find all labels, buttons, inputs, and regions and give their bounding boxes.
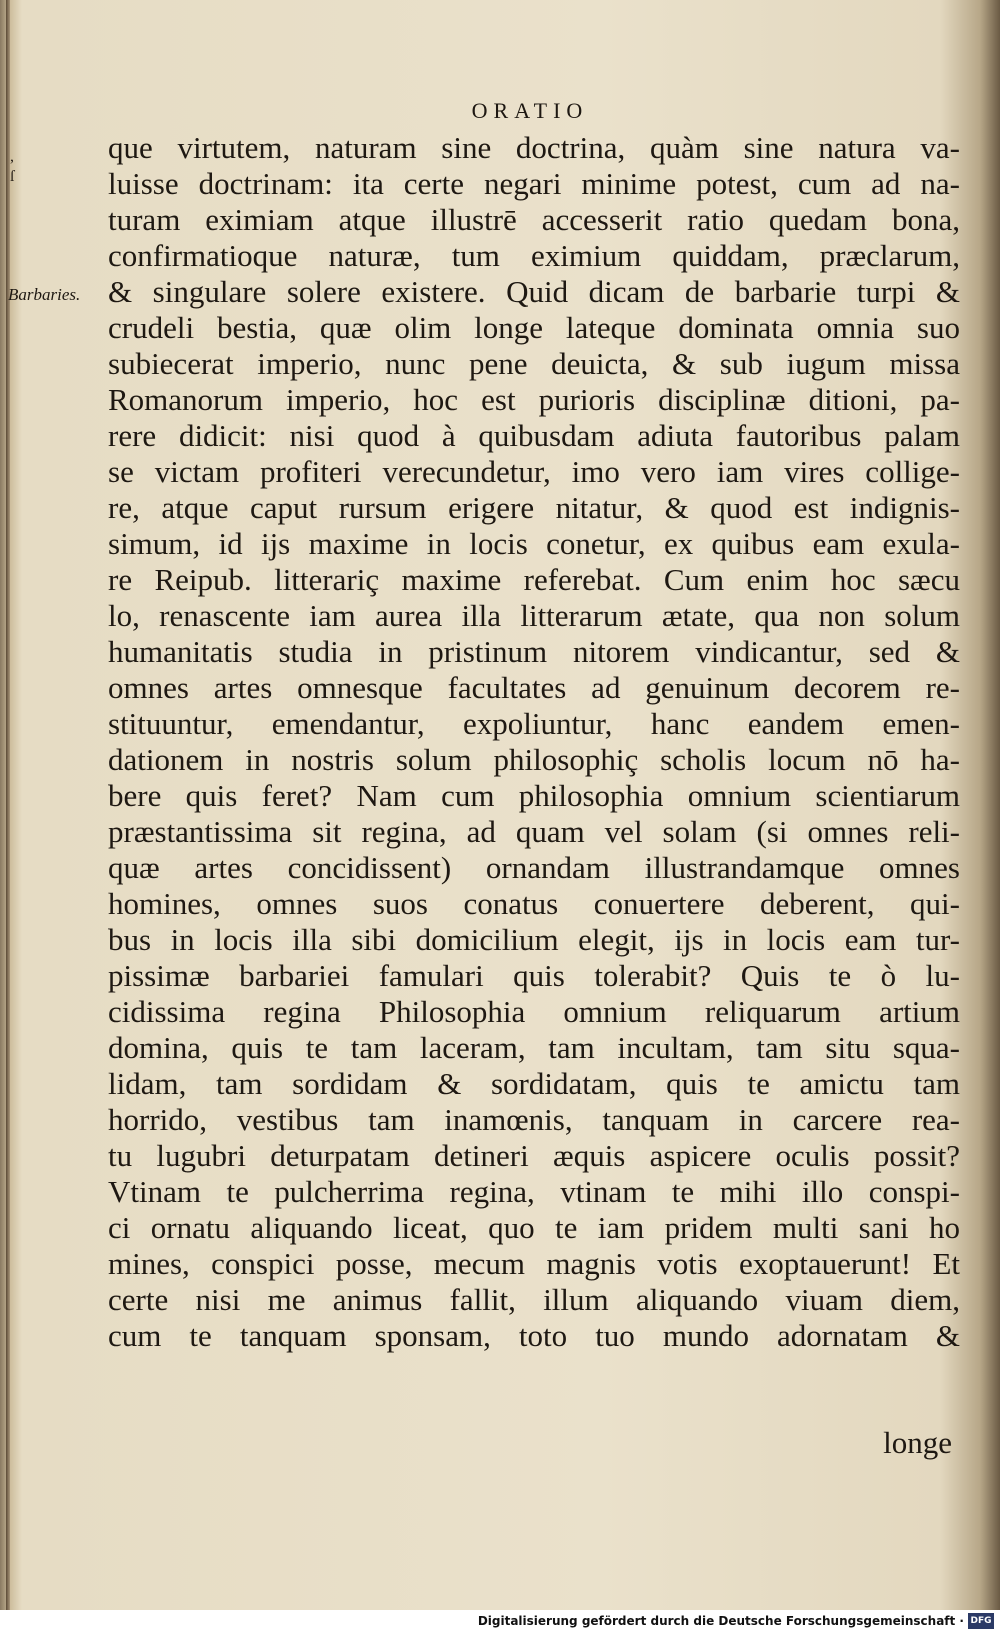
text-line: humanitatis studia in pristinum nitorem vindicantur, sed & (108, 634, 960, 669)
text-line: Vtinam te pulcherrima regina, vtinam te mihi illo conspi- (108, 1174, 960, 1209)
text-line: homines, omnes suos conatus conuertere deberent, qui- (108, 886, 960, 921)
marginal-note: Barbaries. (8, 285, 81, 304)
text-line: certe nisi me animus fallit, illum aliquando viuam diem, (108, 1282, 960, 1317)
text-line: ci ornatu aliquando liceat, quo te iam pridem multi sani ho (108, 1210, 960, 1245)
edge-mark: ſ (10, 168, 15, 185)
text-line: tu lugubri deturpatam detineri æquis aspicere oculis possit? (108, 1138, 960, 1173)
text-line: subiecerat imperio, nunc pene deuicta, & sub iugum missa (108, 346, 960, 381)
digitization-footer (0, 1610, 1000, 1633)
body-text (108, 130, 960, 1354)
text-line: confirmatioque naturæ, tum eximium quiddam, præclarum, (108, 238, 960, 273)
text-line: bere quis feret? Nam cum philosophia omnium scientiarum (108, 778, 960, 813)
catchword: longe (883, 1425, 952, 1460)
text-line: mines, conspici posse, mecum magnis votis exoptauerunt! Et (108, 1246, 960, 1281)
dfg-logo: DFG (968, 1613, 994, 1629)
text-line: crudeli bestia, quæ olim longe lateque dominata omnia suo (108, 310, 960, 345)
text-line: cum te tanquam sponsam, toto tuo mundo adornatam & (108, 1318, 960, 1353)
text-line: domina, quis te tam laceram, tam incultam, tam situ squa- (108, 1030, 960, 1065)
text-line: rere didicit: nisi quod à quibusdam adiuta fautoribus palam (108, 418, 960, 453)
running-title: ORATIO (471, 98, 589, 123)
text-line: re Reipub. litterariç maxime referebat. Cum enim hoc sæcu (108, 562, 960, 597)
text-line: omnes artes omnesque facultates ad genuinum decorem re- (108, 670, 960, 705)
text-line: simum, id ijs maxime in locis conetur, ex quibus eam exula- (108, 526, 960, 561)
text-line: horrido, vestibus tam inamœnis, tanquam in carcere rea- (108, 1102, 960, 1137)
text-line: que virtutem, naturam sine doctrina, quàm sine natura va- (108, 130, 960, 165)
text-line: turam eximiam atque illustrē accesserit ratio quedam bona, (108, 202, 960, 237)
binding-edge (6, 0, 10, 1610)
text-line: lidam, tam sordidam & sordidatam, quis te amictu tam (108, 1066, 960, 1101)
text-line: bus in locis illa sibi domicilium elegit, ijs in locis eam tur- (108, 922, 960, 957)
text-line: luisse doctrinam: ita certe negari minime potest, cum ad na- (108, 166, 960, 201)
text-line: lo, renascente iam aurea illa litterarum ætate, qua non solum (108, 598, 960, 633)
text-line: & singulare solere existere. Quid dicam de barbarie turpi & (108, 274, 960, 309)
text-line: se victam profiteri verecundetur, imo vero iam vires collige- (108, 454, 960, 489)
text-line: Romanorum imperio, hoc est purioris disciplinæ ditioni, pa- (108, 382, 960, 417)
edge-mark: , (10, 148, 14, 165)
text-line: cidissima regina Philosophia omnium reliquarum artium (108, 994, 960, 1029)
text-line: pissimæ barbariei famulari quis tolerabit? Quis te ò lu- (108, 958, 960, 993)
footer-credit: Digitalisierung gefördert durch die Deutsche Forschungsgemeinschaft · (477, 1614, 964, 1628)
text-line: quæ artes concidissent) ornandam illustrandamque omnes (108, 850, 960, 885)
text-line: stituuntur, emendantur, expoliuntur, hanc eandem emen- (108, 706, 960, 741)
text-line: re, atque caput rursum erigere nitatur, & quod est indignis- (108, 490, 960, 525)
text-line: præstantissima sit regina, ad quam vel solam (si omnes reli- (108, 814, 960, 849)
text-line: dationem in nostris solum philosophiç scholis locum nō ha- (108, 742, 960, 777)
